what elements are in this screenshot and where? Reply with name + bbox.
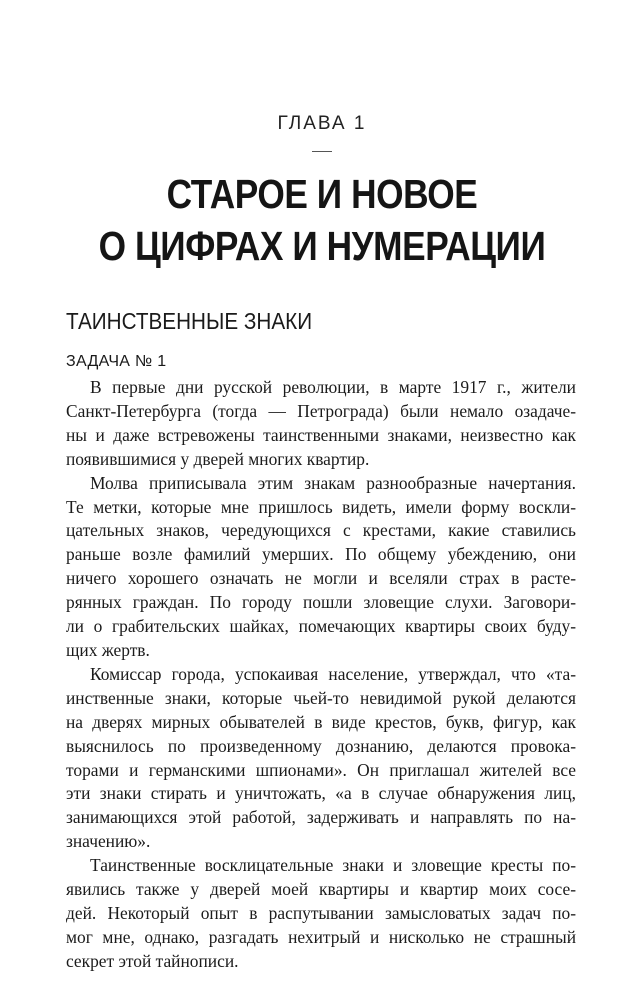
text-line: дей. Некоторый опыт в распутывании замысловатых задач по- bbox=[66, 902, 576, 923]
text-line: Санкт-Петербурга (тогда — Петрограда) были немало озадаче- bbox=[66, 400, 576, 421]
text-line: Молва приписывала этим знакам разнообразные начертания. bbox=[90, 472, 576, 493]
text-line: В первые дни русской революции, в марте 1917 г., жители bbox=[90, 377, 576, 397]
text-line: Таинственные восклицательные знаки и зловещие кресты по- bbox=[90, 855, 576, 876]
text-line: раньше возле фамилий умерших. По общему убеждению, они bbox=[66, 544, 576, 565]
chapter-label: ГЛАВА 1 bbox=[277, 113, 367, 134]
text-line: секрет этой тайнописи. bbox=[66, 950, 239, 971]
text-line: Комиссар города, успокаивая население, утверждал, что «та- bbox=[90, 663, 576, 684]
text-line: ли о грабительских шайках, помечающих квартиры своих буду- bbox=[66, 616, 576, 637]
section-title: ТАИНСТВЕННЫЕ ЗНАКИ bbox=[66, 308, 313, 334]
text-line: появившимися у дверей многих квартир. bbox=[66, 448, 370, 469]
text-line: выяснилось по произведенному дознанию, делаются провока- bbox=[66, 735, 576, 756]
text-line: Те метки, которые мне пришлось видеть, имели форму воскли- bbox=[66, 496, 576, 517]
text-line: щих жертв. bbox=[66, 639, 150, 660]
text-line: ны и даже встревожены таинственными знаками, неизвестно как bbox=[66, 424, 576, 445]
text-line: занимающихся этой работой, задерживать и направлять по на- bbox=[66, 807, 576, 828]
text-line: цательных знаков, чередующихся с крестами, какие ставились bbox=[66, 520, 576, 541]
chapter-title-line: СТАРОЕ И НОВОЕ bbox=[166, 171, 478, 217]
chapter-title bbox=[45, 168, 599, 272]
text-line: торами и германскими шпионами». Он приглашал жителей все bbox=[66, 759, 576, 780]
problem-title: ЗАДАЧА № 1 bbox=[66, 353, 167, 370]
text-line: ничего хорошего означать не могли и вселяли страх в расте- bbox=[66, 568, 576, 589]
text-line: на дверях мирных обывателей в виде крестов, букв, фигур, как bbox=[66, 711, 576, 732]
text-line: явились также у дверей моей квартиры и квартир моих сосе- bbox=[66, 879, 576, 900]
chapter-divider bbox=[312, 151, 332, 152]
text-line: инственные знаки, которые чьей-то невидимой рукой делаются bbox=[66, 687, 576, 708]
text-line: рянных граждан. По городу пошли зловещие слухи. Заговори- bbox=[66, 592, 576, 613]
body-text bbox=[66, 376, 576, 974]
chapter-title-line: О ЦИФРАХ И НУМЕРАЦИИ bbox=[98, 223, 546, 269]
text-line: эти знаки стирать и уничтожать, «а в случае обнаружения лиц, bbox=[66, 783, 576, 804]
text-line: мог мне, однако, разгадать нехитрый и нисколько не страшный bbox=[66, 926, 576, 947]
text-line: значению». bbox=[66, 831, 151, 852]
